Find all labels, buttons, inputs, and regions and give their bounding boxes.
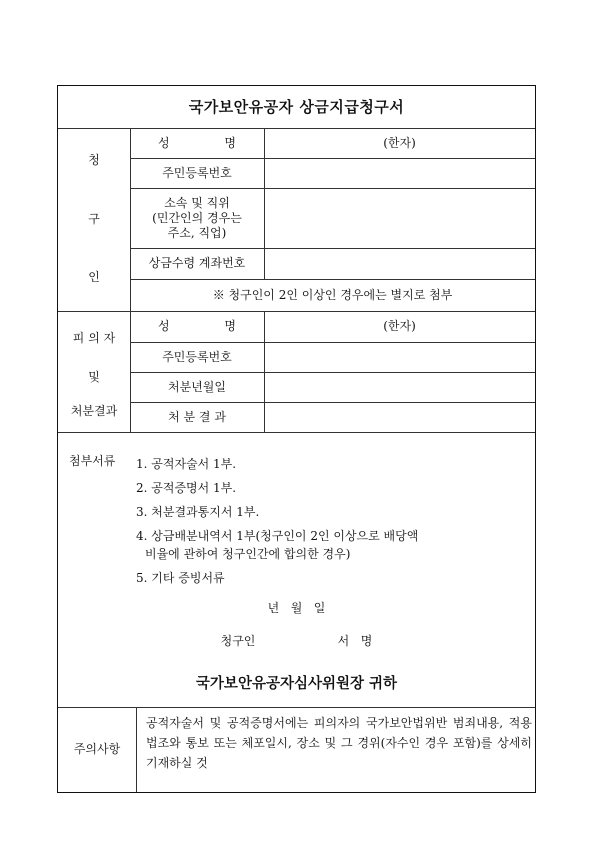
caution-text: 공적자술서 및 공적증명서에는 피의자의 국가보안법위반 범죄내용, 적용법조와 통보 또는 체포일시, 장소 및 그 경위(자수인 경우 포함)를 상세히 기재하실 것 [146, 716, 532, 770]
attachment-item: 4. 상금배분내역서 1부(청구인이 2인 이상으로 배당액 [136, 529, 419, 543]
date-line[interactable]: 년 월 일 [267, 600, 326, 615]
claimant-side-char: 구 [88, 211, 100, 226]
caution-label: 주의사항 [73, 742, 121, 756]
suspect-side-line: 피 의 자 [72, 330, 116, 345]
claimant-side-char: 청 [88, 152, 100, 167]
affiliation-line: 주소, 직업) [167, 225, 227, 240]
signature-field[interactable]: 서 명 [337, 633, 373, 648]
suspect-hanja-field[interactable]: (한자) [383, 319, 416, 333]
attachment-item: 1. 공적자술서 1부. [136, 457, 237, 471]
affiliation-line: (민간인의 경우는 [152, 210, 242, 225]
affiliation-line: 소속 및 직위 [164, 195, 230, 210]
suspect-name-label [130, 311, 264, 342]
name-label-part: 성 [158, 135, 170, 150]
rule [136, 707, 137, 792]
attachments-list [136, 452, 418, 590]
suspect-date-label: 처분년월일 [168, 379, 226, 394]
attachment-item: 5. 기타 증빙서류 [136, 571, 225, 585]
claimant-account-label: 상금수령 계좌번호 [148, 256, 246, 270]
suspect-result-label: 처 분 결 과 [168, 409, 226, 424]
suspect-rrn-label: 주민등록번호 [162, 349, 232, 364]
claimant-rrn-label: 주민등록번호 [162, 165, 232, 180]
claimant-hanja-field[interactable]: (한자) [383, 135, 416, 150]
attachments-label: 첨부서류 [69, 454, 116, 468]
attachment-item: 2. 공적증명서 1부. [136, 481, 237, 495]
suspect-date-field[interactable] [264, 372, 535, 402]
attachment-item: 3. 처분결과통지서 1부. [136, 505, 260, 519]
addressee: 국가보안유공자심사위원장 귀하 [195, 675, 398, 692]
suspect-side-line: 및 [88, 369, 100, 384]
claimant-account-field[interactable] [264, 248, 535, 279]
form-title: 국가보안유공자 상금지급청구서 [188, 97, 405, 116]
suspect-result-field[interactable] [264, 402, 535, 432]
name-label-part: 명 [224, 319, 236, 333]
claim-form [57, 85, 536, 793]
claimant-name-label [130, 128, 264, 158]
suspect-rrn-field[interactable] [264, 342, 535, 372]
claimant-side-char: 인 [88, 269, 100, 284]
claimant-note: ※ 청구인이 2인 이상인 경우에는 별지로 첨부 [212, 287, 453, 302]
name-label-part: 성 [158, 319, 170, 333]
attachment-item-continued: 비율에 관하여 청구인간에 합의한 경우) [145, 547, 351, 561]
claimant-rrn-field[interactable] [264, 158, 535, 188]
name-label-part: 명 [224, 135, 236, 150]
claimant-signature-label: 청구인 [220, 633, 256, 648]
claimant-affiliation-field[interactable] [264, 188, 535, 248]
suspect-side-line: 처분결과 [70, 403, 118, 418]
claimant-affiliation-label [130, 188, 264, 248]
rule [58, 432, 535, 433]
